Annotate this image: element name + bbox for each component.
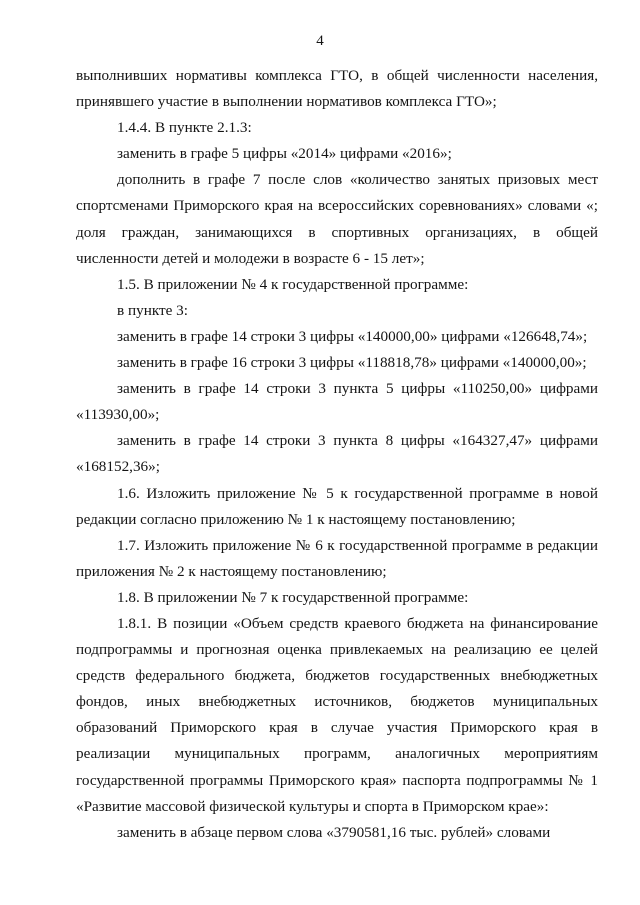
paragraph-item-1-8-1: 1.8.1. В позиции «Объем средств краевого бюджета на финансирование подпрограммы и прогнозная оценка привлекаемых на реализацию ее целей средств федерального бюджета, бюджетов государственных внебюджетных фондов, иных внебюджетных источников, бюджетов муниципальных образований Приморского края в случае участия Приморского края в реализации муниципальных программ, аналогичных мероприятиям государственной программы Приморского края» паспорта подпрограммы № 1 «Развитие массовой физической культуры и спорта в Приморском крае»: — [76, 614, 598, 815]
paragraph-item-1-7: 1.7. Изложить приложение № 6 к государственной программе в редакции приложения № 2 к настоящему постановлению; — [76, 536, 598, 580]
page-number: 4 — [316, 33, 324, 49]
paragraph-item-1-4-4: 1.4.4. В пункте 2.1.3: — [117, 119, 252, 137]
paragraph-replace-column-5: заменить в графе 5 цифры «2014» цифрами «2016»; — [117, 145, 452, 163]
paragraph-replace-first-paragraph: заменить в абзаце первом слова «3790581,16 тыс. рублей» словами — [117, 823, 551, 841]
document-body — [76, 63, 598, 846]
paragraph-item-1-5: 1.5. В приложении № 4 к государственной программе: — [117, 275, 469, 293]
paragraph-replace-point-8: заменить в графе 14 строки 3 пункта 8 цифры «164327,47» цифрами «168152,36»; — [76, 432, 598, 476]
paragraph-replace-column-16: заменить в графе 16 строки 3 цифры «118818,78» цифрами «140000,00»; — [117, 354, 587, 372]
paragraph-continuation: выполнивших нормативы комплекса ГТО, в общей численности населения, принявшего участие в выполнении нормативов комплекса ГТО»; — [76, 67, 598, 111]
paragraph-supplement-column-7: дополнить в графе 7 после слов «количество занятых призовых мест спортсменами Приморского края на всероссийских соревнованиях» словами «; доля граждан, занимающихся в спортивных организациях, в общей численности детей и молодежи в возрасте 6 - 15 лет»; — [76, 171, 598, 267]
paragraph-replace-point-5: заменить в графе 14 строки 3 пункта 5 цифры «110250,00» цифрами «113930,00»; — [76, 380, 598, 424]
paragraph-replace-column-14: заменить в графе 14 строки 3 цифры «140000,00» цифрами «126648,74»; — [117, 327, 588, 345]
paragraph-point-3: в пункте 3: — [117, 301, 188, 319]
paragraph-item-1-6: 1.6. Изложить приложение № 5 к государственной программе в новой редакции согласно приложению № 1 к настоящему постановлению; — [76, 484, 598, 528]
paragraph-item-1-8: 1.8. В приложении № 7 к государственной программе: — [117, 588, 469, 606]
